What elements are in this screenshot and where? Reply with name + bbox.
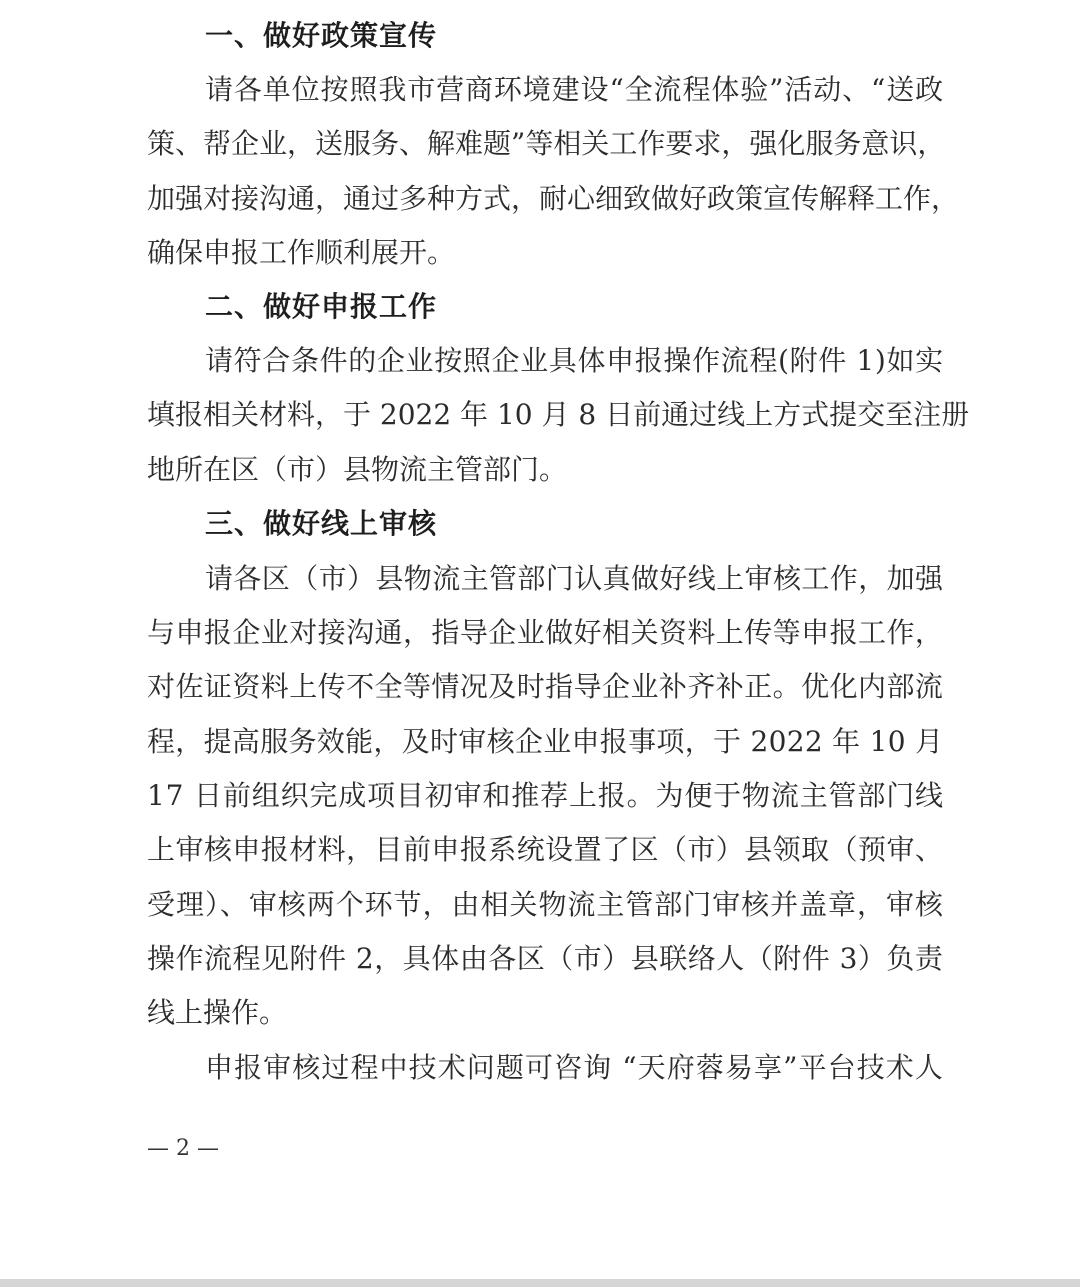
- paragraph-line: 请各单位按照我市营商环境建设“全流程体验”活动、“送政: [205, 73, 944, 106]
- section-heading-online-review: 三、做好线上审核: [205, 507, 438, 540]
- paragraph-line: 申报审核过程中技术问题可咨询 “天府蓉易享”平台技术人: [205, 1051, 944, 1084]
- paragraph-line: 请各区（市）县物流主管部门认真做好线上审核工作，加强: [205, 562, 944, 595]
- bottom-divider: [0, 1279, 1080, 1287]
- paragraph-line: 程，提高服务效能，及时审核企业申报事项，于 2022 年 10 月: [147, 725, 944, 758]
- paragraph-line: 加强对接沟通，通过多种方式，耐心细致做好政策宣传解释工作，: [147, 182, 960, 215]
- paragraph-line: 线上操作。: [147, 996, 288, 1029]
- paragraph-line: 地所在区（市）县物流主管部门。: [147, 453, 568, 486]
- page-number: — 2 —: [147, 1136, 219, 1161]
- section-heading-application-work: 二、做好申报工作: [205, 290, 438, 323]
- paragraph-line: 受理）、审核两个环节，由相关物流主管部门审核并盖章，审核: [147, 888, 944, 921]
- paragraph-line: 对佐证资料上传不全等情况及时指导企业补齐补正。优化内部流: [147, 670, 944, 703]
- paragraph-line: 上审核申报材料，目前申报系统设置了区（市）县领取（预审、: [147, 833, 944, 866]
- paragraph-line: 确保申报工作顺利展开。: [147, 236, 456, 269]
- paragraph-line: 操作流程见附件 2，具体由各区（市）县联络人（附件 3）负责: [147, 942, 944, 975]
- paragraph-line: 填报相关材料，于 2022 年 10 月 8 日前通过线上方式提交至注册: [147, 398, 970, 431]
- paragraph-line: 与申报企业对接沟通，指导企业做好相关资料上传等申报工作，: [147, 616, 944, 649]
- paragraph-line: 17 日前组织完成项目初审和推荐上报。为便于物流主管部门线: [147, 779, 944, 812]
- paragraph-line: 策、帮企业，送服务、解难题”等相关工作要求，强化服务意识，: [147, 127, 946, 160]
- section-heading-policy-publicity: 一、做好政策宣传: [205, 19, 438, 52]
- paragraph-line: 请符合条件的企业按照企业具体申报操作流程(附件 1)如实: [205, 344, 944, 377]
